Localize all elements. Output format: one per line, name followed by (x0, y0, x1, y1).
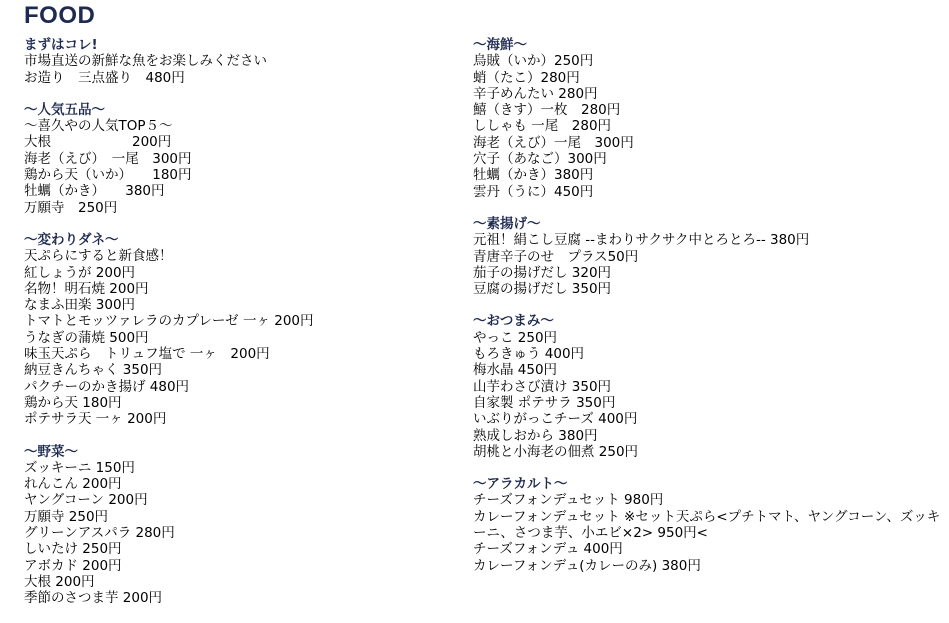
menu-line: もろきゅう 400円 (473, 346, 585, 363)
menu-line: 味玉天ぷら トリュフ塩で 一ヶ 200円 (24, 346, 270, 363)
section-heading: 〜野菜〜 (24, 443, 78, 460)
menu-column-left (24, 37, 464, 623)
menu-line: 穴子（あなご）300円 (473, 151, 607, 168)
menu-line: チーズフォンデュセット 980円 (473, 492, 664, 509)
menu-line: 鱚（きす）一枚 280円 (473, 102, 621, 119)
section-heading: 〜素揚げ〜 (473, 215, 541, 232)
section-heading: 〜人気五品〜 (24, 101, 105, 118)
menu-line: 山芋わさび漬け 350円 (473, 378, 612, 395)
menu-line: 雲丹（うに）450円 (473, 183, 594, 200)
section-heading: 〜アラカルト〜 (473, 476, 568, 493)
section-heading: 〜変わりダネ〜 (24, 231, 119, 248)
menu-line: うなぎの蒲焼 500円 (24, 329, 149, 346)
menu-line: 蛸（たこ）280円 (473, 69, 580, 86)
menu-line: 大根 200円 (24, 573, 95, 590)
menu-line: 市場直送の新鮮な魚をお楽しみください (24, 53, 267, 70)
menu-line: カレーフォンデュ(カレーのみ) 380円 (473, 557, 701, 574)
menu-line: 大根 200円 (24, 134, 172, 151)
menu-line: ズッキーニ 150円 (24, 459, 135, 476)
menu-line: 海老（えび）一尾 300円 (473, 134, 634, 151)
menu-section (473, 476, 943, 574)
menu-section (24, 37, 464, 86)
menu-line: パクチーのかき揚げ 480円 (24, 378, 190, 395)
menu-line: 牡蠣（かき） 380円 (24, 183, 165, 200)
menu-line: トマトとモッツァレラのカプレーゼ 一ヶ 200円 (24, 313, 314, 330)
menu-line: 元祖！絹こし豆腐 --まわりサクサク中とろとろ-- 380円 (473, 232, 810, 249)
menu-section (24, 232, 464, 428)
menu-line: 辛子めんたい 280円 (473, 85, 598, 102)
menu-section (473, 216, 943, 297)
menu-line: ししゃも 一尾 280円 (473, 118, 612, 135)
menu-line: チーズフォンデュ 400円 (473, 541, 623, 558)
menu-line: お造り 三点盛り 480円 (24, 69, 185, 86)
menu-line: 季節のさつま芋 200円 (24, 590, 163, 607)
menu-line: 胡桃と小海老の佃煮 250円 (473, 443, 639, 460)
menu-line: 万願寺 250円 (24, 199, 118, 216)
menu-line: カレーフォンデュセット ※セット天ぷら<プチトマト、ヤングコーン、ズッキーニ、さつま芋、小エビ×2> 950円< (473, 508, 941, 542)
menu-column-right (473, 37, 943, 590)
menu-line: 鶏から天（いか） 180円 (24, 167, 192, 184)
menu-line: 梅水晶 450円 (473, 362, 558, 379)
menu-line: 天ぷらにすると新食感！ (24, 248, 173, 265)
menu-line: 名物！明石焼 200円 (24, 280, 149, 297)
menu-line: やっこ 250円 (473, 329, 558, 346)
page-title: FOOD (24, 2, 96, 29)
menu-line: 茄子の揚げだし 320円 (473, 264, 612, 281)
menu-line: 海老（えび） 一尾 300円 (24, 150, 192, 167)
menu-section (473, 313, 943, 460)
menu-line: 鶏から天 180円 (24, 394, 122, 411)
menu-line: しいたけ 250円 (24, 541, 122, 558)
menu-line: グリーンアスパラ 280円 (24, 525, 175, 542)
menu-line: 熟成しおから 380円 (473, 427, 598, 444)
menu-line: 自家製 ポテサラ 350円 (473, 394, 616, 411)
menu-line: れんこん 200円 (24, 476, 122, 493)
section-heading: 〜おつまみ〜 (473, 313, 554, 330)
menu-line: ポテサラ天 一ヶ 200円 (24, 411, 167, 428)
menu-line: 〜喜久やの人気TOP５〜 (24, 118, 173, 135)
menu-line: いぶりがっこチーズ 400円 (473, 411, 638, 428)
menu-line: 牡蠣（かき）380円 (473, 167, 594, 184)
menu-line: なまふ田楽 300円 (24, 297, 136, 314)
menu-section (24, 444, 464, 607)
menu-section (24, 102, 464, 216)
menu-line: 青唐辛子のせ プラス50円 (473, 248, 639, 265)
menu-line: 豆腐の揚げだし 350円 (473, 281, 612, 298)
menu-line: アボカド 200円 (24, 557, 122, 574)
menu-line: 万願寺 250円 (24, 508, 109, 525)
menu-line: 烏賊（いか）250円 (473, 53, 594, 70)
menu-line: ヤングコーン 200円 (24, 492, 148, 509)
section-heading: 〜海鮮〜 (473, 37, 527, 53)
menu-line: 納豆きんちゃく 350円 (24, 362, 163, 379)
section-heading: まずはコレ! (24, 37, 98, 53)
menu-line: 紅しょうが 200円 (24, 264, 136, 281)
menu-section (473, 37, 943, 200)
